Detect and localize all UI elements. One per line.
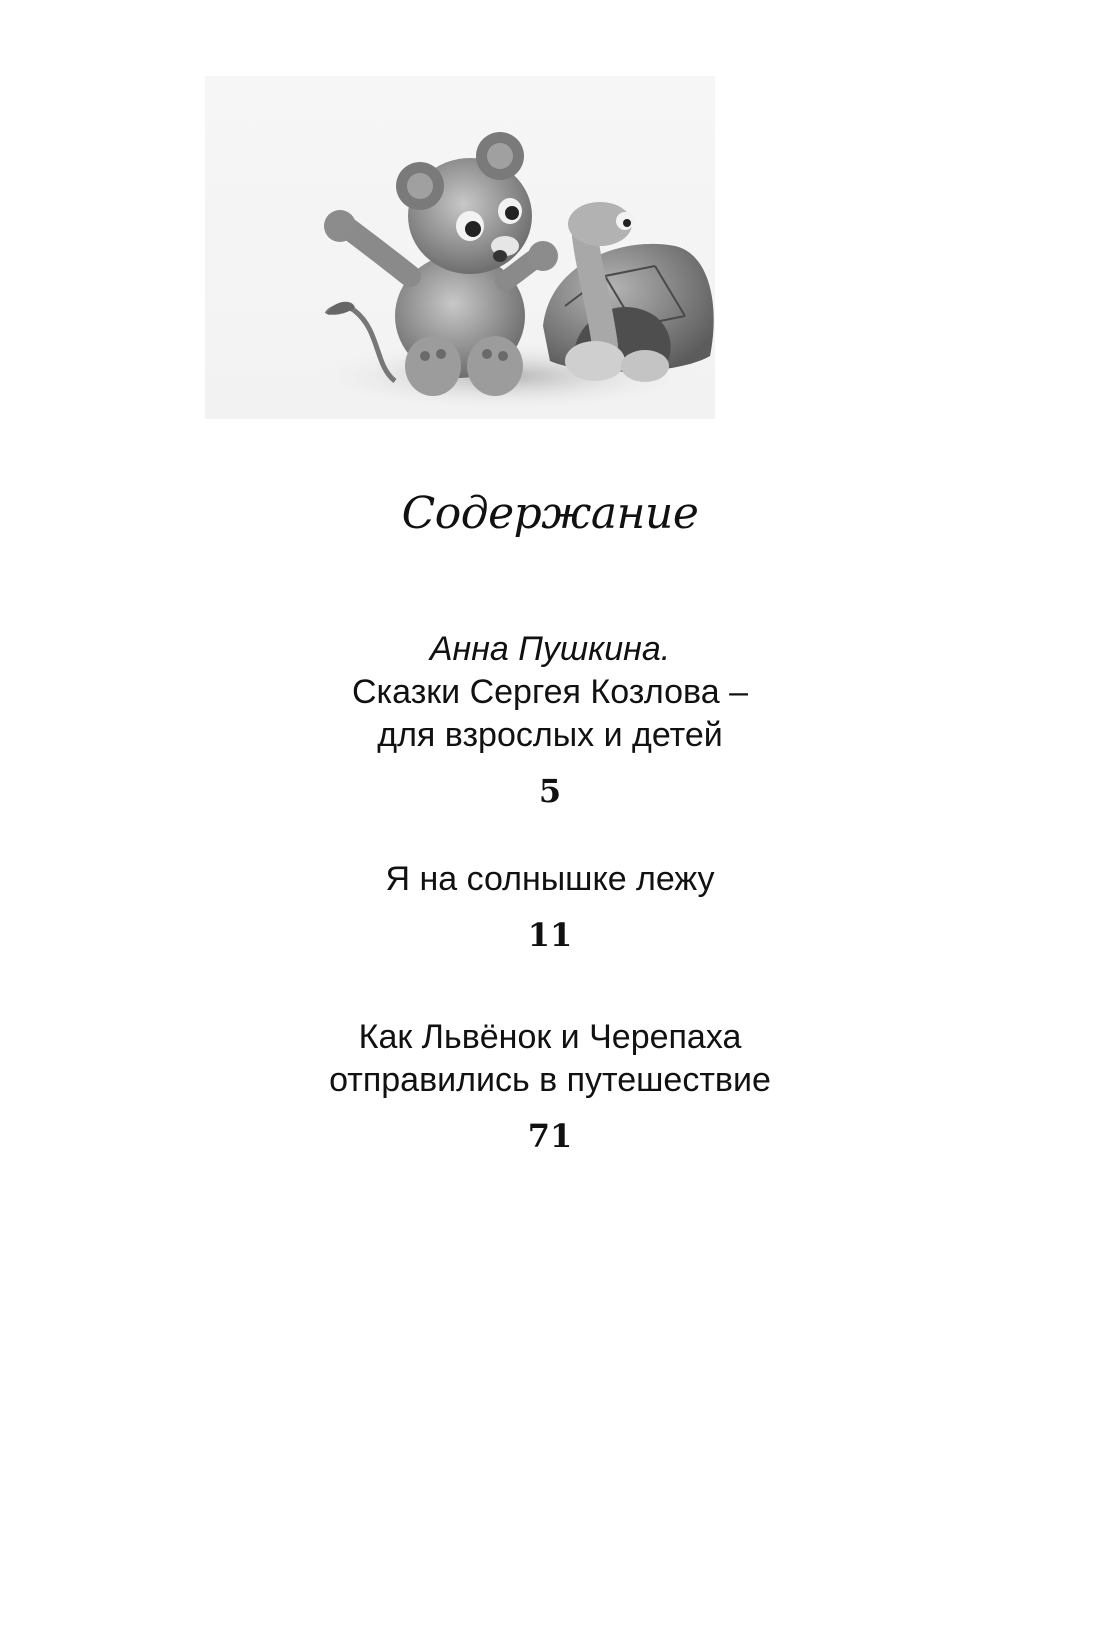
toc-entry[interactable] — [0, 858, 1100, 955]
toc-entry-page-number: 11 — [527, 916, 573, 954]
toc-entry-title: Сказки Сергея Козлова – — [351, 673, 748, 711]
toc-entry-title: для взрослых и детей — [377, 716, 723, 754]
lion-cub-and-turtle-illustration — [205, 76, 715, 419]
toc-entry-title: Я на солнышке лежу — [385, 860, 715, 898]
toc-entry-page-number: 5 — [538, 772, 562, 810]
toc-entry[interactable] — [0, 628, 1100, 811]
toc-entry-author: Анна Пушкина. — [429, 630, 671, 668]
toc-entry-title: отправились в путешествие — [329, 1061, 771, 1099]
toc-entry-title: Как Львёнок и Черепаха — [358, 1018, 742, 1056]
toc-entry[interactable] — [0, 1016, 1100, 1156]
toc-heading: Содержание — [401, 488, 699, 539]
toc-entry-page-number: 71 — [527, 1117, 573, 1155]
